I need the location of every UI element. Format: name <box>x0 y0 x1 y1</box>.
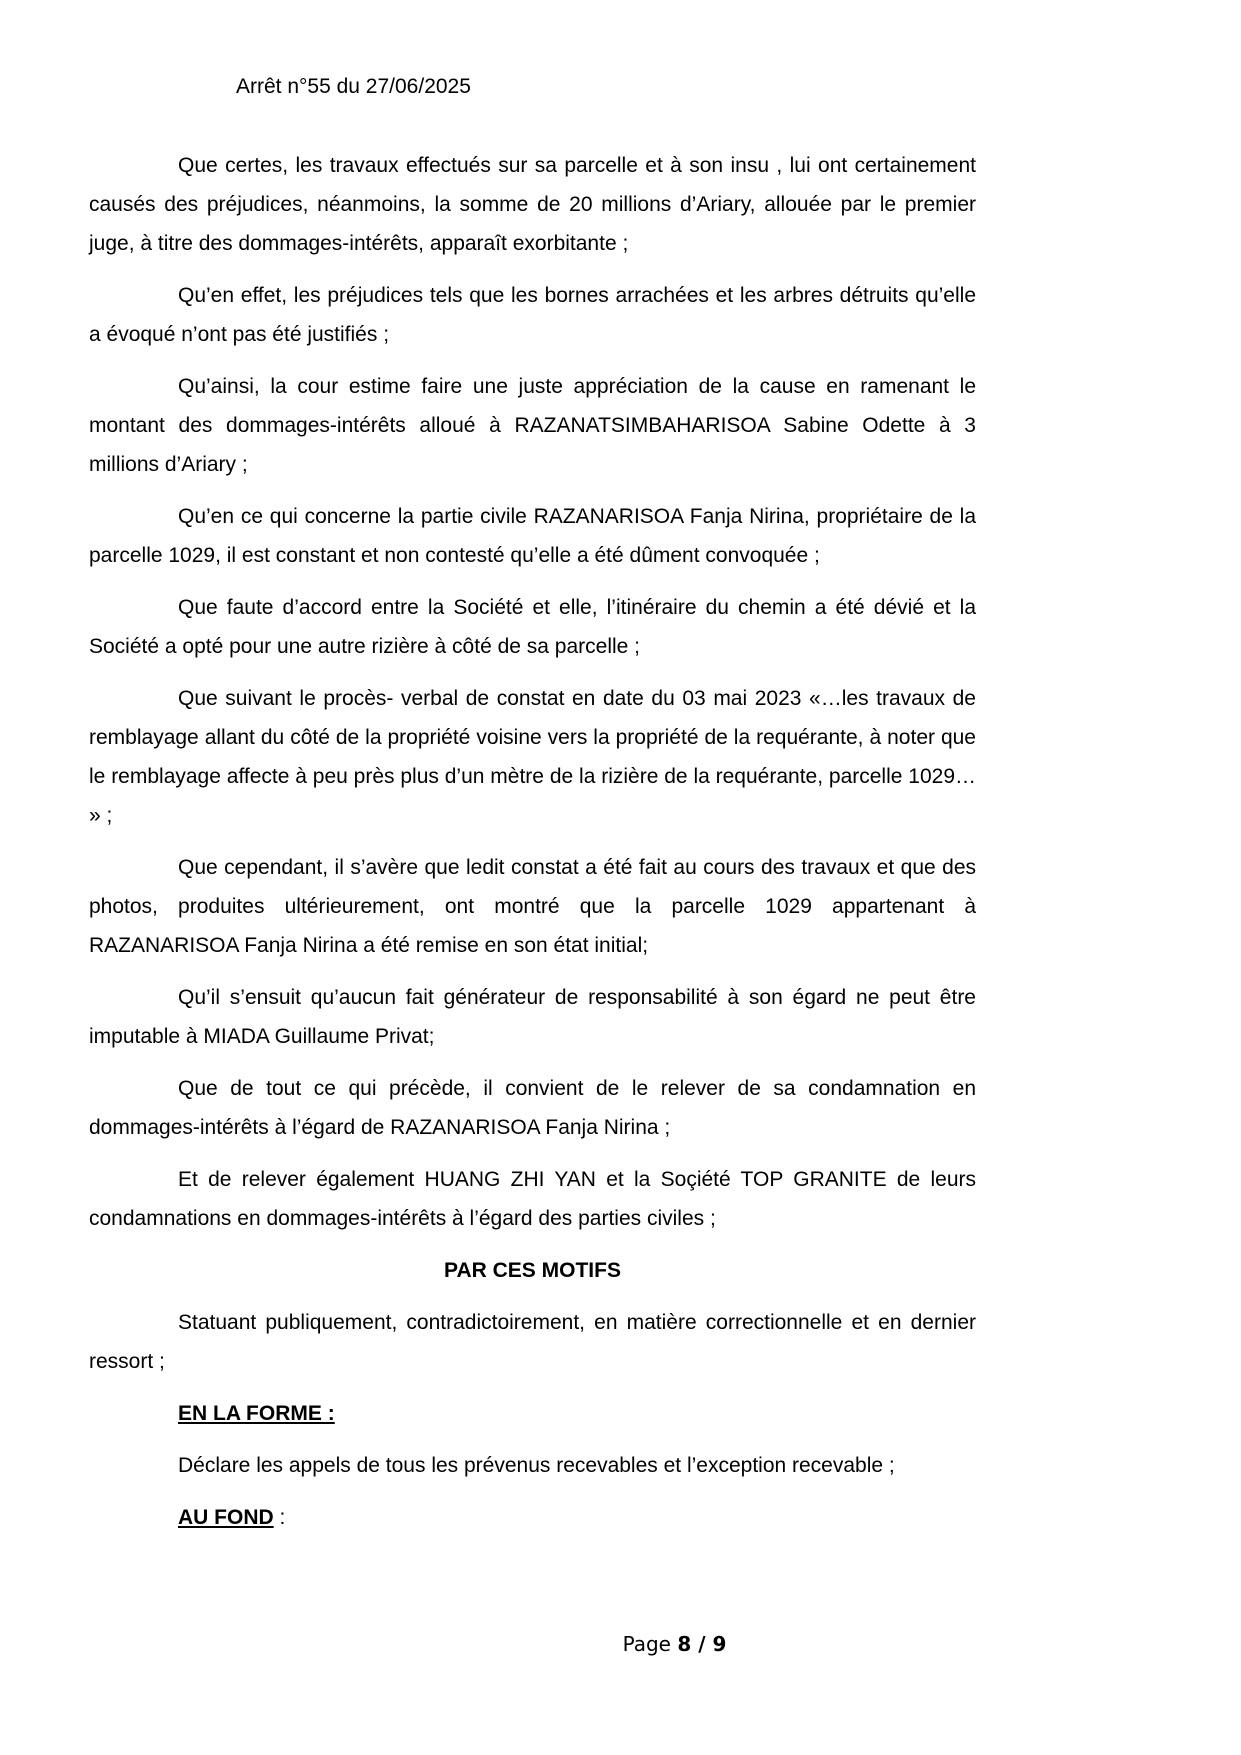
statuant-paragraph: Statuant publiquement, contradictoirement, en matière correctionnelle et en dernier ressort ; <box>89 1311 976 1373</box>
paragraph: Et de relever également HUANG ZHI YAN et la Soçiété TOP GRANITE de leurs condamnations en dommages-intérêts à l’égard des parties civiles ; <box>89 1168 976 1230</box>
paragraph: Que de tout ce qui précède, il convient de le relever de sa condamnation en dommages-intérêts à l’égard de RAZANARISOA Fanja Nirina ; <box>89 1077 976 1139</box>
page-footer <box>0 1632 1241 1656</box>
page-separator: / <box>691 1632 713 1656</box>
page-total: 9 <box>712 1632 727 1656</box>
paragraph: Que faute d’accord entre la Société et elle, l’itinéraire du chemin a été dévié et la Société a opté pour une autre rizière à côté de sa parcelle ; <box>89 596 976 658</box>
paragraph: Que suivant le procès- verbal de constat en date du 03 mai 2023 «…les travaux de remblayage allant du côté de la propriété voisine vers la propriété de la requérante, à noter que le remblayage affecte à peu près plus d’un mètre de la rizière de la requérante, parcelle 1029… » ; <box>89 687 976 827</box>
page-current: 8 <box>677 1632 692 1656</box>
paragraph: Qu’il s’ensuit qu’aucun fait générateur de responsabilité à son égard ne peut être imputable à MIADA Guillaume Privat; <box>89 986 976 1048</box>
fond-heading-label: AU FOND <box>178 1506 274 1529</box>
forme-heading <box>178 1394 976 1433</box>
document-header: Arrêt n°55 du 27/06/2025 <box>236 75 471 98</box>
paragraph: Que certes, les travaux effectués sur sa parcelle et à son insu , lui ont certainement causés des préjudices, néanmoins, la somme de 20 millions d’Ariary, allouée par le premier juge, à titre des dommages-intérêts, apparaît exorbitante ; <box>89 154 976 255</box>
fond-heading <box>178 1498 976 1537</box>
fond-heading-suffix: : <box>273 1506 286 1529</box>
document-body <box>89 146 976 1550</box>
paragraph: Qu’en effet, les préjudices tels que les bornes arrachées et les arbres détruits qu’elle a évoqué n’ont pas été justifiés ; <box>89 284 976 346</box>
paragraph: Qu’ainsi, la cour estime faire une juste appréciation de la cause en ramenant le montant des dommages-intérêts alloué à RAZANATSIMBAHARISOA Sabine Odette à 3 millions d’Ariary ; <box>89 375 976 476</box>
page-label: Page <box>622 1632 678 1656</box>
forme-paragraph: Déclare les appels de tous les prévenus recevables et l’exception recevable ; <box>178 1454 895 1477</box>
paragraph: Que cependant, il s’avère que ledit constat a été fait au cours des travaux et que des photos, produites ultérieurement, ont montré que la parcelle 1029 appartenant à RAZANARISOA Fanja Nirina a été remise en son état initial; <box>89 856 976 957</box>
motifs-heading: PAR CES MOTIFS <box>444 1259 621 1282</box>
forme-heading-label: EN LA FORME : <box>178 1402 335 1425</box>
paragraph: Qu’en ce qui concerne la partie civile RAZANARISOA Fanja Nirina, propriétaire de la parcelle 1029, il est constant et non contesté qu’elle a été dûment convoquée ; <box>89 505 976 567</box>
